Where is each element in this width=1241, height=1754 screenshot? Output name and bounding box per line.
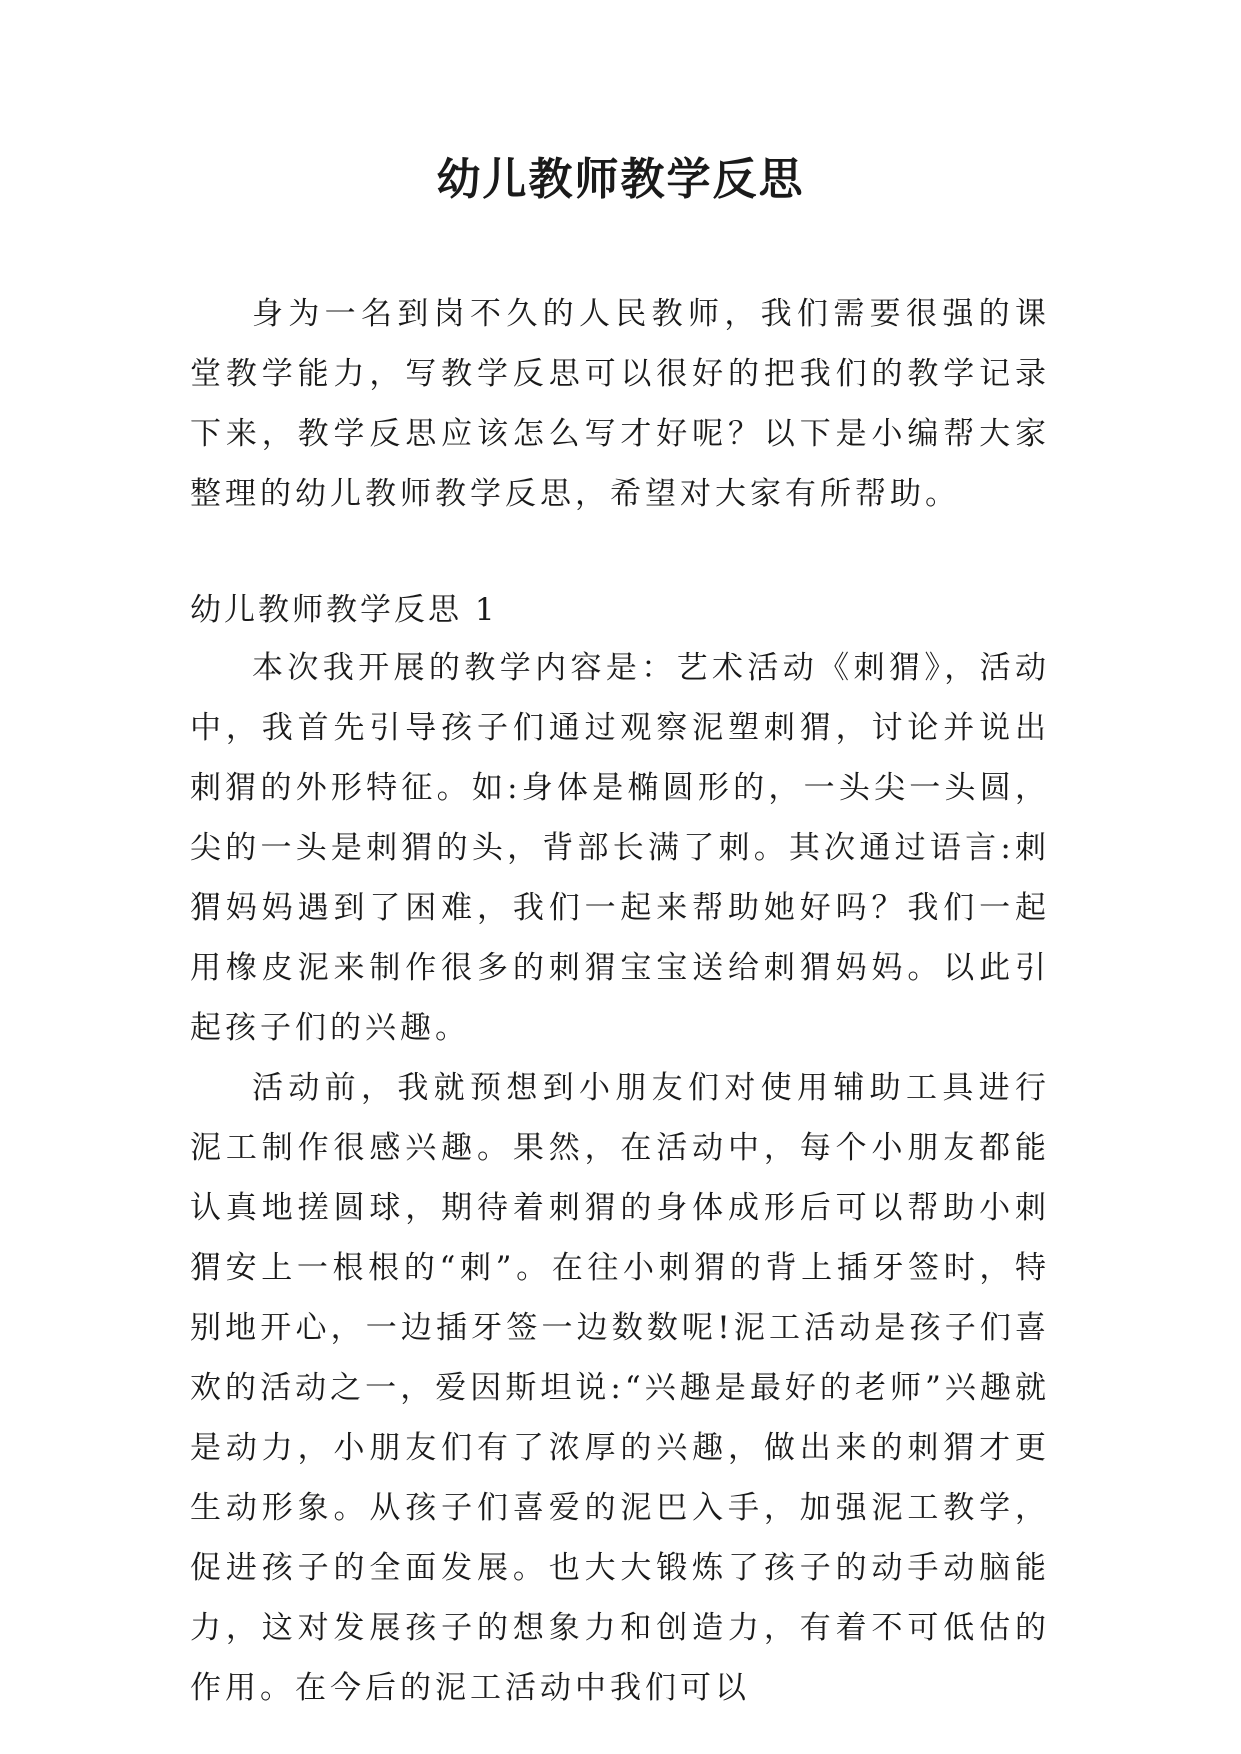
document-title: 幼儿教师教学反思 <box>436 154 805 205</box>
section-paragraph-2: 活动前，我就预想到小朋友们对使用辅助工具进行泥工制作很感兴趣。果然，在活动中，每个小朋友都能认真地搓圆球，期待着刺猬的身体成形后可以帮助小刺猬安上一根根的“刺”。在往小刺猬的背上插牙签时，特别地开心，一边插牙签一边数数呢!泥工活动是孩子们喜欢的活动之一，爱因斯坦说:“兴趣是最好的老师”兴趣就是动力，小朋友们有了浓厚的兴趣，做出来的刺猬才更生动形象。从孩子们喜爱的泥巴入手，加强泥工教学，促进孩子的全面发展。也大大锻炼了孩子的动手动脑能力，这对发展孩子的想象力和创造力，有着不可低估的作用。在今后的泥工活动中我们可以 <box>190 1070 1050 1706</box>
intro-block <box>190 284 1050 524</box>
intro-paragraph: 身为一名到岗不久的人民教师，我们需要很强的课堂教学能力，写教学反思可以很好的把我们的教学记录下来，教学反思应该怎么写才好呢？以下是小编帮大家整理的幼儿教师教学反思，希望对大家有所帮助。 <box>190 296 1050 512</box>
section-heading: 幼儿教师教学反思 1 <box>190 592 498 628</box>
section-paragraph-1: 本次我开展的教学内容是：艺术活动《刺猬》，活动中，我首先引导孩子们通过观察泥塑刺猬，讨论并说出刺猬的外形特征。如:身体是椭圆形的，一头尖一头圆，尖的一头是刺猬的头，背部长满了刺。其次通过语言:刺猬妈妈遇到了困难，我们一起来帮助她好吗？我们一起用橡皮泥来制作很多的刺猬宝宝送给刺猬妈妈。以此引起孩子们的兴趣。 <box>190 650 1050 1046</box>
section-body <box>190 638 1050 1718</box>
